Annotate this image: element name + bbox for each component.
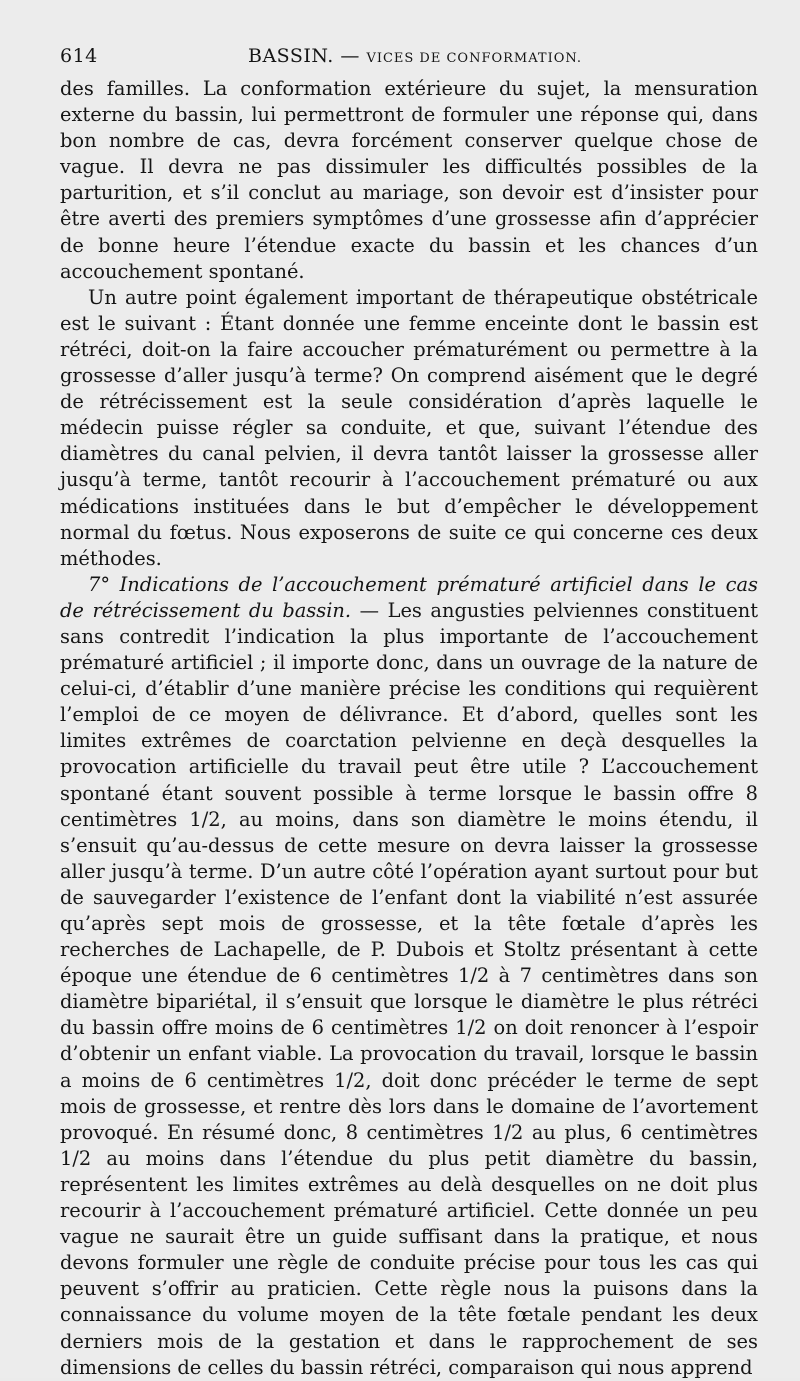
running-title-subtitle: VICES DE CONFORMATION. xyxy=(366,51,583,66)
section-text: — Les angusties pelviennes constituent sans contredit l’indication la plus importante de l’accouchement prématuré artificiel ; il importe donc, dans un ouvrage de la nature de celui-ci, d’établir d’une manière précise les conditions qui requièrent l’emploi de ce moyen de délivrance. Et d’abord, quelles sont les limites extrêmes de coarctation pelvienne en deçà desquelles la provocation artificielle du travail peut être utile ? L’accouchement spontané étant souvent possible à terme lorsque le bassin offre 8 centimètres 1/2, au moins, dans son diamètre le moins étendu, il s’ensuit qu’au-dessus de cette mesure on devra laisser la grossesse aller jusqu’à terme. D’un autre côté l’opération ayant surtout pour but de sauvegarder l’existence de l’enfant dont la viabilité n’est assurée qu’après sept mois de grossesse, et la tête fœtale d’après les recherches de Lachapelle, de P. Dubois et Stoltz présentant à cette époque une étendue de 6 centimètres 1/2 à 7 centimètres dans son diamètre bipariétal, il s’ensuit que lorsque le diamètre le plus rétréci du bassin offre moins de 6 centimètres 1/2 on doit renoncer à l’espoir d’obtenir un enfant viable. La provocation du travail, lorsque le bassin a moins de 6 centimètres 1/2, doit donc précéder le terme de sept mois de grossesse, et rentre dès lors dans le domaine de l’avortement provoqué. En résumé donc, 8 centimètres 1/2 au plus, 6 centimètres 1/2 au moins dans l’étendue du plus petit diamètre du bassin, représentent les limites extrêmes au delà desquelles on ne doit plus recourir à l’accouchement prématuré artificiel. Cette donnée un peu vague ne saurait être un guide suffisant dans la pratique, et nous devons formuler une règle de conduite précise pour tous les cas qui peuvent s’offrir au praticien. Cette règle nous la puisons dans la connaissance du volume moyen de la tête fœtale pendant les deux derniers mois de la gestation et dans le rapprochement de ses dimensions de celles du bassin rétréci, comparaison qui nous apprend xyxy=(60,598,758,1379)
running-title xyxy=(248,36,582,79)
body-text xyxy=(60,76,758,1381)
paragraph-indications xyxy=(60,572,758,1381)
paragraph-therapeutics: Un autre point également important de thérapeutique obstétricale est le suivant : Étant donnée une femme enceinte dont le bassin est rétréci, doit-on la faire accoucher prématurément ou permettre à la grossesse d’aller jusqu’à terme? On comprend aisément que le degré de rétrécissement est la seule considération d’après laquelle le médecin puisse régler sa conduite, et que, suivant l’étendue des diamètres du canal pelvien, il devra tantôt laisser la grossesse aller jusqu’à terme, tantôt recourir à l’accouchement prématuré ou aux médications instituées dans le but d’empêcher le développement normal du fœtus. Nous exposerons de suite ce qui concerne ces deux méthodes. xyxy=(60,285,758,570)
paragraph-continuation: des familles. La conformation extérieure du sujet, la mensuration externe du bassin, lui permettront de formuler une réponse qui, dans bon nombre de cas, devra forcément conserver quelque chose de vague. Il devra ne pas dissimuler les difficultés possibles de la parturition, et s’il conclut au mariage, son devoir est d’insister pour être averti des premiers symptômes d’une grossesse afin d’apprécier de bonne heure l’étendue exacte du bassin et les chances d’un accouchement spontané. xyxy=(60,77,758,283)
section-heading: 7° Indications de l’accouchement prématuré artificiel dans le cas de rétrécissement du bassin. xyxy=(60,572,758,622)
page-number: 614 xyxy=(60,45,98,67)
running-title-separator xyxy=(340,45,366,67)
running-title-main: BASSIN. xyxy=(248,45,334,67)
running-title-dash: — xyxy=(340,45,360,67)
running-head xyxy=(60,36,758,76)
